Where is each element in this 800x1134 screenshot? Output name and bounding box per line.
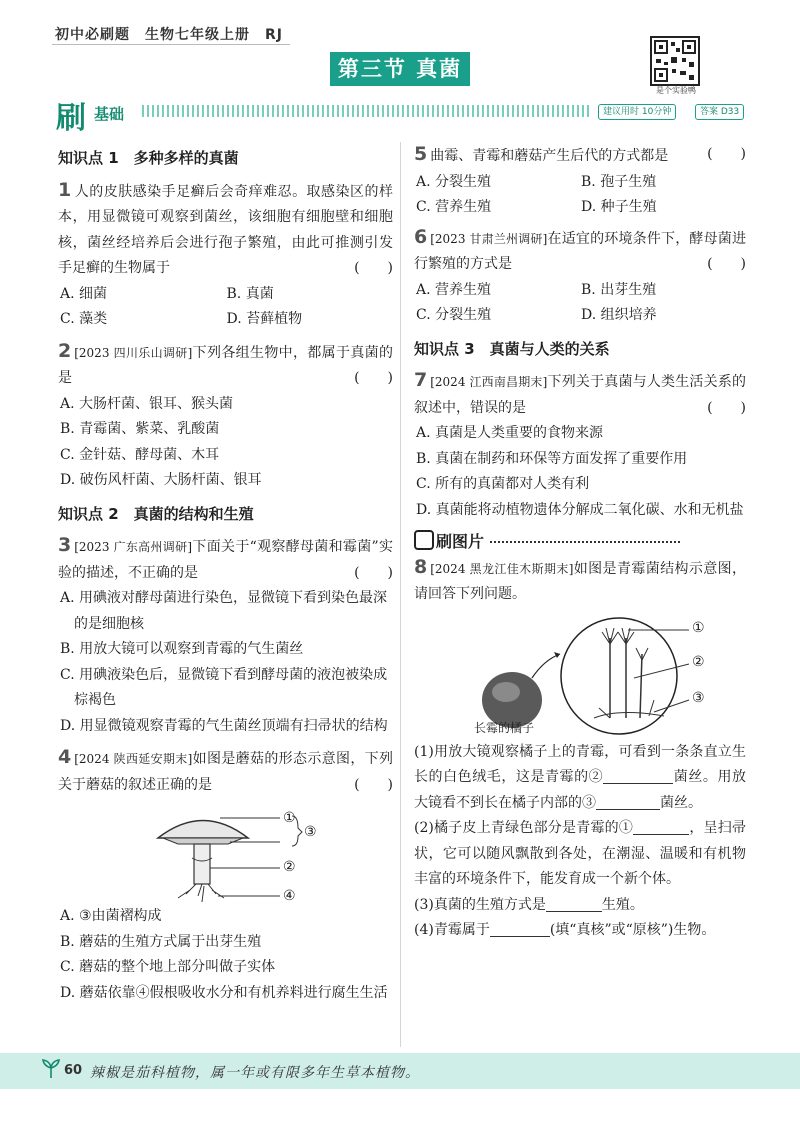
option: C. 藻类 xyxy=(60,311,108,327)
time-badge: 建议用时 10分钟 xyxy=(598,104,676,120)
question-text: 下列各组生物中，都属于真菌的是 xyxy=(58,344,394,386)
sub-text: (1)用放大镜观察橘子上的青霉，可看到一条条直立生长的白色绒毛，这是青霉的② xyxy=(414,743,746,785)
question-text: 如图是青霉菌结构示意图，请回答下列问题。 xyxy=(414,560,747,602)
answer-paren: ( ) xyxy=(354,370,393,386)
option: B. 用放大镜可以观察到青霉的气生菌丝 xyxy=(60,641,304,657)
knowledge-point-3: 知识点 3 真菌与人类的关系 xyxy=(414,339,610,358)
question-text: 人的皮肤感染手足癣后会奇痒难忍。取感染区的样本，用显微镜可观察到菌丝，该细胞有细胞壁和细胞核，菌丝经培养后会进行孢子繁殖，由此可推测引发手足癣的生物属于 xyxy=(58,183,393,276)
option: A. 营养生殖 xyxy=(416,281,492,298)
question-7 xyxy=(414,368,746,421)
left-column xyxy=(58,142,393,1006)
question-tag: [2024 黑龙江佳木斯期末] xyxy=(430,561,574,576)
option: D. 蘑菇依靠④假根吸收水分和有机养料进行腐生生活 xyxy=(60,984,388,1001)
option: D. 苔藓植物 xyxy=(226,311,303,327)
answer-paren: ( ) xyxy=(354,260,393,276)
answer-paren: ( ) xyxy=(707,256,746,272)
option: C. 所有的真菌都对人类有利 xyxy=(416,476,590,492)
options-row xyxy=(414,170,746,196)
option: A. 大肠杆菌、银耳、猴头菌 xyxy=(60,395,234,412)
sub-text: (2)橘子皮上青绿色部分是青霉的① xyxy=(414,820,634,836)
sub-text: (填“真核”或“原核”)生物。 xyxy=(549,922,716,938)
picture-section-heading xyxy=(414,529,746,555)
option: C. 分裂生殖 xyxy=(416,307,492,323)
options-row xyxy=(58,307,393,333)
question-number: 3 xyxy=(58,534,72,556)
question-6 xyxy=(414,225,746,278)
qr-caption: 是个实验鸭 xyxy=(656,86,696,95)
question-8 xyxy=(414,555,746,608)
question-number: 8 xyxy=(414,555,428,578)
figure-caption: 长霉的橘子 xyxy=(474,720,535,735)
question-tag: [2024 江西南昌期末] xyxy=(430,375,548,389)
option: C. 营养生殖 xyxy=(416,199,492,215)
question-number: 2 xyxy=(58,339,72,362)
question-number: 5 xyxy=(414,143,428,165)
answer-blank[interactable] xyxy=(546,895,602,912)
label-2: ② xyxy=(283,859,296,875)
knowledge-point-2: 知识点 2 真菌的结构和生殖 xyxy=(58,504,254,523)
picture-icon xyxy=(414,530,434,550)
option: A. 真菌是人类重要的食物来源 xyxy=(416,425,604,441)
question-number: 6 xyxy=(414,225,428,248)
question-text: 在适宜的环境条件下，酵母菌进行繁殖的方式是 xyxy=(414,230,747,272)
question-tag: [2023 广东高州调研] xyxy=(74,540,193,554)
brand-sub: 基础 xyxy=(94,105,125,123)
answer-paren: ( ) xyxy=(354,776,393,793)
question-tag: [2023 四川乐山调研] xyxy=(74,345,193,360)
question-tag: [2024 陕西延安期末] xyxy=(74,752,193,766)
option: C. 蘑菇的整个地上部分叫做子实体 xyxy=(60,959,276,975)
options-row xyxy=(58,282,393,308)
column-divider xyxy=(400,142,401,1047)
option: A. 用碘液对酵母菌进行染色，显微镜下看到染色最深的是细胞核 xyxy=(60,590,388,632)
answer-paren: ( ) xyxy=(707,399,746,416)
options-row xyxy=(414,303,746,329)
sub-text: 生殖。 xyxy=(601,896,644,913)
sub-question-3 xyxy=(414,893,746,919)
question-1 xyxy=(58,178,393,282)
option: A. 细菌 xyxy=(60,285,108,302)
option: B. 出芽生殖 xyxy=(581,281,657,298)
sub-text: 菌丝。用放大镜看不到长在橘子内部的③ xyxy=(414,769,747,811)
series-header: 初中必刷题 生物七年级上册 RJ xyxy=(55,27,283,43)
answer-blank[interactable] xyxy=(603,767,673,784)
answer-paren: ( ) xyxy=(707,146,746,162)
option: D. 种子生殖 xyxy=(581,199,657,215)
page-number: 60 xyxy=(64,1063,83,1078)
label-3: ③ xyxy=(692,689,705,706)
options-row xyxy=(414,195,746,221)
knowledge-point-1: 知识点 1 多种多样的真菌 xyxy=(58,149,239,167)
label-1: ① xyxy=(283,810,296,826)
option: B. 真菌在制药和环保等方面发挥了重要作用 xyxy=(416,450,688,467)
label-3: ③ xyxy=(304,824,317,840)
sub-text: (4)青霉属于 xyxy=(414,922,490,938)
question-5 xyxy=(414,142,746,170)
section-title: 第三节 真菌 xyxy=(330,52,470,86)
label-1: ① xyxy=(692,619,705,636)
sprout-icon xyxy=(40,1058,62,1084)
question-text: 下列关于真菌与人类生活关系的叙述中，错误的是 xyxy=(414,374,747,416)
sub-text: 菌丝。 xyxy=(660,794,702,811)
answer-blank[interactable] xyxy=(633,818,689,835)
qr-code-icon[interactable] xyxy=(650,36,700,86)
brand-mark: 刷 xyxy=(56,101,86,136)
option: D. 组织培养 xyxy=(581,307,657,323)
answer-blank[interactable] xyxy=(490,920,550,937)
question-text: 下面关于“观察酵母菌和霉菌”实验的描述，不正确的是 xyxy=(58,539,393,581)
question-number: 1 xyxy=(58,178,72,201)
question-2 xyxy=(58,339,393,392)
answer-paren: ( ) xyxy=(354,564,393,581)
option: C. 金针菇、酵母菌、木耳 xyxy=(60,446,220,463)
option: A. ③由菌褶构成 xyxy=(60,908,162,924)
answer-blank[interactable] xyxy=(596,793,660,810)
header-divider xyxy=(52,44,290,45)
mushroom-figure xyxy=(58,798,393,904)
hatch-divider xyxy=(142,105,590,117)
label-4: ④ xyxy=(283,888,296,904)
picture-section-title: 刷图片 xyxy=(436,532,485,551)
sub-question-1 xyxy=(414,740,746,817)
option: D. 真菌能将动植物遗体分解成二氧化碳、水和无机盐 xyxy=(416,501,744,518)
option: B. 孢子生殖 xyxy=(581,173,657,190)
footer-fact: 辣椒是茄科植物，属一年或有限多年生草本植物。 xyxy=(90,1065,420,1081)
option: D. 用显微镜观察青霉的气生菌丝顶端有扫帚状的结构 xyxy=(60,717,388,734)
option: B. 青霉菌、紫菜、乳酸菌 xyxy=(60,421,220,437)
question-number: 7 xyxy=(414,369,428,391)
sub-text: ，呈扫帚状，它可以随风飘散到各处，在潮湿、温暖和有机物丰富的环境条件下，能发育成一个新个体。 xyxy=(414,820,746,887)
dotted-divider xyxy=(490,541,680,543)
option: B. 真菌 xyxy=(226,285,274,302)
question-number: 4 xyxy=(58,746,72,768)
question-text: 如图是蘑菇的形态示意图，下列关于蘑菇的叙述正确的是 xyxy=(58,751,394,793)
option: A. 分裂生殖 xyxy=(416,173,492,190)
answer-badge: 答案 D33 xyxy=(695,104,744,120)
option: D. 破伤风杆菌、大肠杆菌、银耳 xyxy=(60,472,262,488)
question-text: 曲霉、青霉和蘑菇产生后代的方式都是 xyxy=(430,148,669,164)
sub-question-4 xyxy=(414,918,746,944)
right-column xyxy=(414,142,746,944)
option: B. 蘑菇的生殖方式属于出芽生殖 xyxy=(60,933,262,950)
options-row xyxy=(414,278,746,304)
question-tag: [2023 甘肃兰州调研] xyxy=(430,231,548,246)
label-2: ② xyxy=(692,653,705,670)
question-4 xyxy=(58,745,393,798)
question-3 xyxy=(58,533,393,586)
penicillium-figure xyxy=(414,608,746,740)
option: C. 用碘液染色后，显微镜下看到酵母菌的液泡被染成棕褐色 xyxy=(60,666,388,708)
sub-text: (3)真菌的生殖方式是 xyxy=(414,896,546,913)
sub-question-2 xyxy=(414,816,746,893)
